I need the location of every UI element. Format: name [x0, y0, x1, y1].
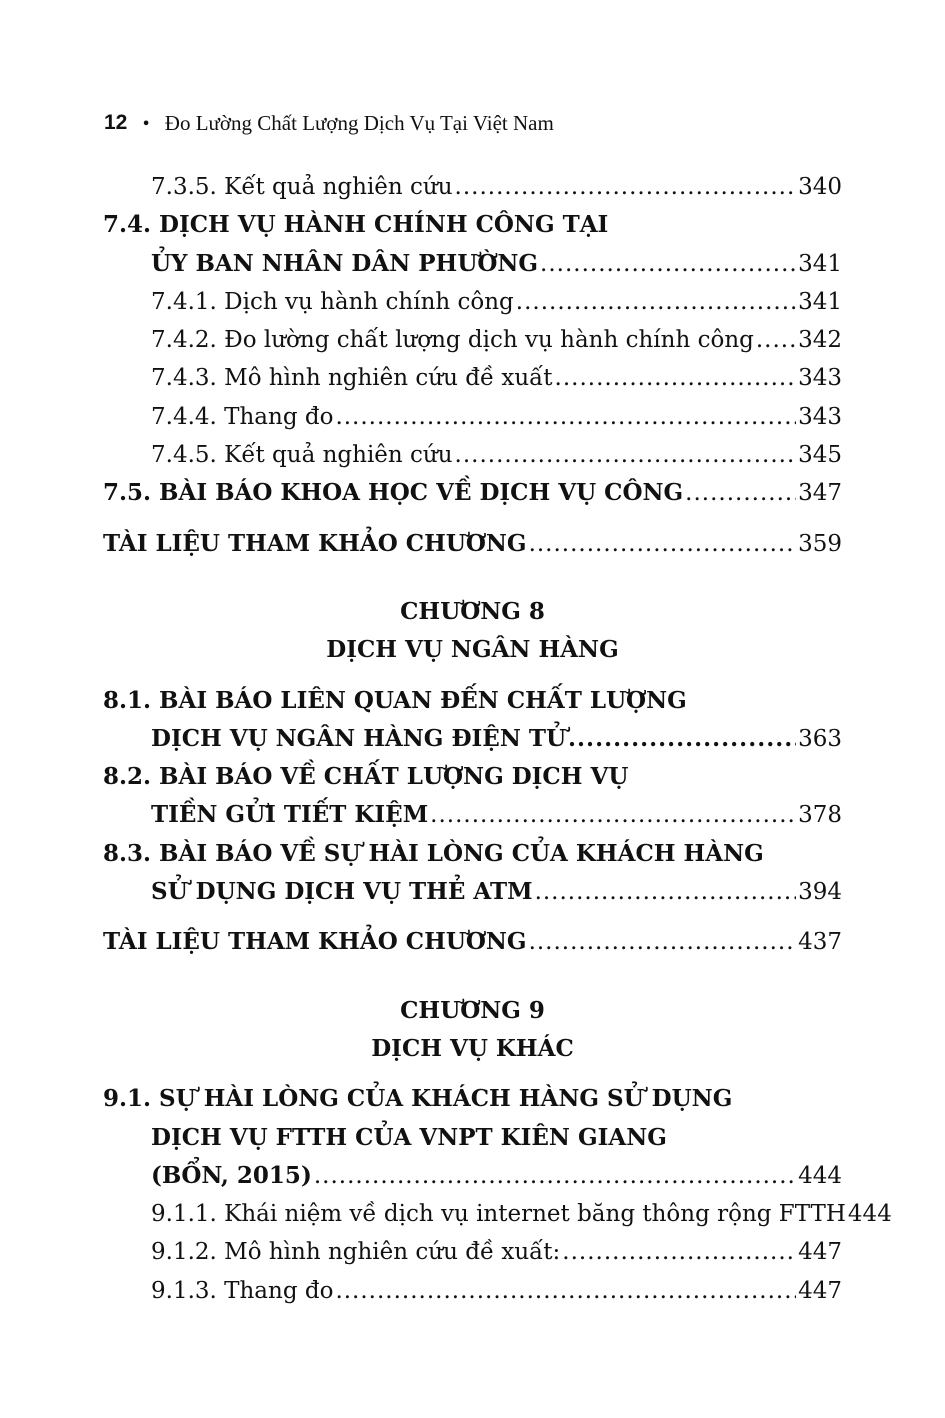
- toc-section-heading[interactable]: [103, 682, 842, 720]
- page-number: 12: [104, 111, 128, 134]
- toc-entry[interactable]: [103, 321, 842, 359]
- toc-page-number: 378: [798, 802, 842, 829]
- toc-page-number: 342: [798, 327, 842, 354]
- leader-dots: [529, 525, 797, 563]
- table-of-contents: [103, 168, 892, 1310]
- toc-page-number: 394: [798, 879, 842, 906]
- toc-page-number: 359: [798, 530, 842, 557]
- toc-entry-text: 7.4.5. Kết quả nghiên cứu: [151, 442, 453, 469]
- toc-section-heading-cont[interactable]: [103, 720, 842, 758]
- toc-references[interactable]: [103, 923, 842, 961]
- toc-page-number: 447: [798, 1277, 842, 1304]
- leader-dots: [335, 1272, 796, 1310]
- toc-entry-text: 9.1.3. Thang đo: [151, 1277, 334, 1304]
- leader-dots: [335, 398, 796, 436]
- toc-page-number: 347: [798, 480, 842, 507]
- toc-page-number: 444: [798, 1162, 842, 1189]
- header-bullet: •: [141, 113, 151, 133]
- toc-page-number: 363: [798, 725, 842, 752]
- toc-entry[interactable]: [103, 436, 842, 474]
- leader-dots: [430, 796, 796, 834]
- toc-entry-text: (BỔN, 2015): [151, 1161, 312, 1189]
- running-header: [104, 108, 554, 138]
- toc-entry-text: 9.1.1. Khái niệm về dịch vụ internet băng thông rộng FTTH: [151, 1201, 846, 1228]
- toc-page-number: 343: [798, 403, 842, 430]
- leader-dots: [568, 720, 796, 758]
- leader-dots: [756, 321, 796, 359]
- toc-entry[interactable]: [103, 398, 842, 436]
- toc-section-heading[interactable]: [103, 206, 842, 244]
- chapter-8-subtitle: DỊCH VỤ NGÂN HÀNG: [326, 636, 619, 664]
- toc-section-heading[interactable]: [103, 1080, 842, 1118]
- toc-page-number: 437: [798, 929, 842, 956]
- book-title: Đo Lường Chất Lượng Dịch Vụ Tại Việt Nam: [164, 110, 554, 135]
- leader-dots: [685, 474, 796, 512]
- toc-section-heading[interactable]: [103, 835, 842, 873]
- leader-dots: [314, 1157, 796, 1195]
- toc-entry-text: ỦY BAN NHÂN DÂN PHƯỜNG: [151, 249, 539, 277]
- toc-references[interactable]: [103, 525, 842, 563]
- toc-entry[interactable]: [103, 359, 842, 397]
- toc-entry-text: TÀI LIỆU THAM KHẢO CHƯƠNG: [103, 928, 527, 956]
- toc-entry[interactable]: [103, 1233, 842, 1271]
- leader-dots: [535, 873, 797, 911]
- toc-section-heading-cont[interactable]: [103, 1119, 842, 1157]
- toc-entry-text: 7.4.4. Thang đo: [151, 403, 334, 430]
- toc-entry-text: 7.4.2. Đo lường chất lượng dịch vụ hành chính công: [151, 327, 754, 354]
- toc-page-number: 341: [798, 288, 842, 315]
- toc-page-number: 340: [798, 174, 842, 200]
- toc-section-heading[interactable]: [103, 758, 842, 796]
- toc-entry[interactable]: [103, 168, 842, 206]
- toc-entry-text: 7.4.1. Dịch vụ hành chính công: [151, 288, 514, 315]
- chapter-9-title: CHƯƠNG 9: [400, 996, 545, 1024]
- toc-entry-text: 8.2. BÀI BÁO VỀ CHẤT LƯỢNG DỊCH VỤ: [103, 763, 629, 791]
- toc-entry-text: 7.4.3. Mô hình nghiên cứu đề xuất: [151, 365, 553, 392]
- leader-dots: [529, 923, 797, 961]
- leader-dots: [562, 1233, 796, 1271]
- leader-dots: [455, 436, 797, 474]
- toc-entry-text: DỊCH VỤ FTTH CỦA VNPT KIÊN GIANG: [151, 1123, 667, 1151]
- toc-entry-text: TÀI LIỆU THAM KHẢO CHƯƠNG: [103, 529, 527, 557]
- toc-entry-text: 7.5. BÀI BÁO KHOA HỌC VỀ DỊCH VỤ CÔNG: [103, 479, 684, 507]
- leader-dots: [555, 359, 797, 397]
- toc-entry-text: SỬ DỤNG DỊCH VỤ THẺ ATM: [151, 878, 533, 906]
- toc-entry-text: 7.4. DỊCH VỤ HÀNH CHÍNH CÔNG TẠI: [103, 211, 609, 239]
- toc-page-number: 444: [847, 1201, 892, 1228]
- chapter-8-title: CHƯƠNG 8: [400, 597, 545, 625]
- leader-dots: [516, 283, 796, 321]
- leader-dots: [455, 168, 797, 206]
- toc-entry-text: 8.1. BÀI BÁO LIÊN QUAN ĐẾN CHẤT LƯỢNG: [103, 686, 687, 714]
- toc-entry-text: 9.1.2. Mô hình nghiên cứu đề xuất:: [151, 1239, 561, 1266]
- toc-entry[interactable]: [103, 283, 842, 321]
- toc-page-number: 341: [798, 250, 842, 277]
- toc-section-heading-cont[interactable]: [103, 1157, 842, 1195]
- toc-entry[interactable]: [103, 1272, 842, 1310]
- toc-page-number: 447: [798, 1239, 842, 1266]
- toc-entry-text: TIỀN GỬI TIẾT KIỆM: [151, 801, 429, 829]
- toc-entry-text: DỊCH VỤ NGÂN HÀNG ĐIỆN TỬ: [151, 724, 567, 752]
- toc-section-heading[interactable]: [103, 474, 842, 512]
- toc-entry[interactable]: [103, 1195, 892, 1233]
- chapter-9-subtitle: DỊCH VỤ KHÁC: [371, 1034, 574, 1062]
- toc-entry-text: 9.1. SỰ HÀI LÒNG CỦA KHÁCH HÀNG SỬ DỤNG: [103, 1085, 733, 1113]
- toc-section-heading-cont[interactable]: [103, 873, 842, 911]
- toc-entry-text: 8.3. BÀI BÁO VỀ SỰ HÀI LÒNG CỦA KHÁCH HÀNG: [103, 839, 764, 867]
- toc-page-number: 345: [798, 442, 842, 469]
- toc-entry-text: 7.3.5. Kết quả nghiên cứu: [151, 174, 453, 200]
- toc-section-heading-cont[interactable]: [103, 796, 842, 834]
- toc-page-number: 343: [798, 365, 842, 392]
- toc-section-heading-cont[interactable]: [103, 245, 842, 283]
- leader-dots: [540, 245, 796, 283]
